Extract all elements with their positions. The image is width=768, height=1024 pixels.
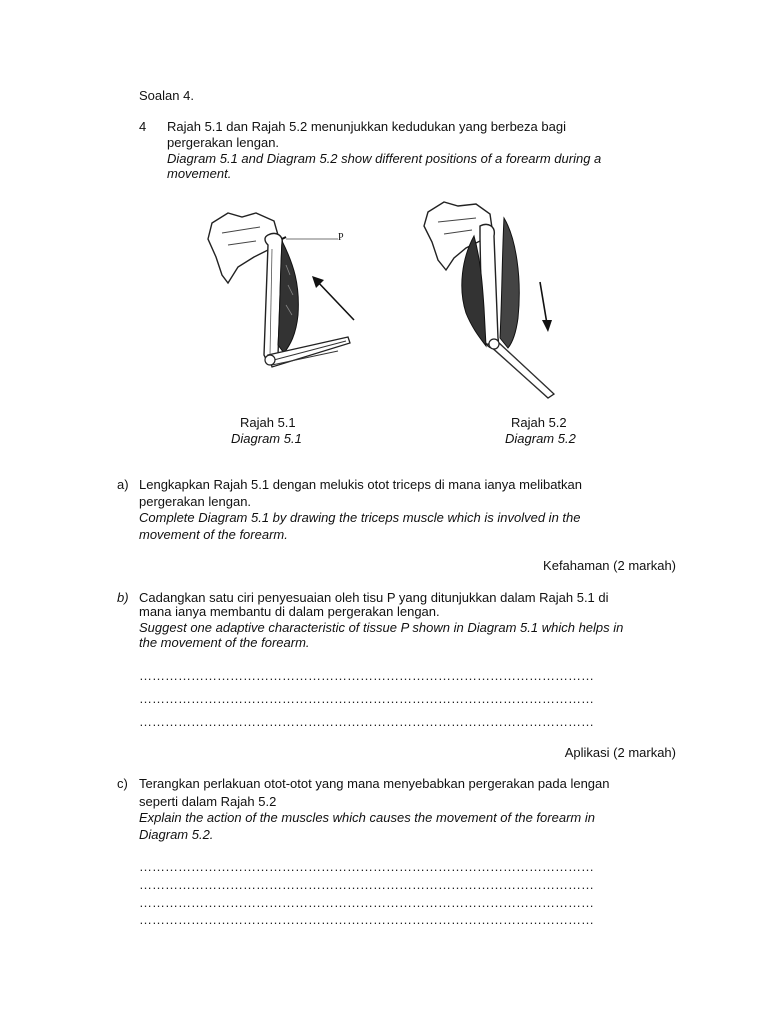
question-a-label: a) <box>117 477 129 492</box>
question-a-english-line1: Complete Diagram 5.1 by drawing the triceps muscle which is involved in the <box>139 510 581 525</box>
question-c-answer-line[interactable]: …………………………………………………………………………………………… <box>139 912 594 927</box>
arrow-down-icon <box>536 280 556 334</box>
question-c-label: c) <box>117 776 128 791</box>
label-p-line <box>286 234 346 244</box>
question-c-answer-line[interactable]: …………………………………………………………………………………………… <box>139 895 594 910</box>
intro-malay-line1: Rajah 5.1 dan Rajah 5.2 menunjukkan kedudukan yang berbeza bagi <box>167 119 566 134</box>
intro-english-line2: movement. <box>167 166 232 181</box>
question-b-english-line2: the movement of the forearm. <box>139 635 310 650</box>
question-a-english-line2: movement of the forearm. <box>139 527 288 542</box>
question-b-label: b) <box>117 590 129 605</box>
question-b-answer-line[interactable]: …………………………………………………………………………………………… <box>139 691 594 706</box>
question-b-marks: Aplikasi (2 markah) <box>564 745 676 760</box>
question-b-malay-line2: mana ianya membantu di dalam pergerakan lengan. <box>139 604 440 619</box>
question-c-malay-line2: seperti dalam Rajah 5.2 <box>139 794 277 809</box>
label-p: P <box>338 232 344 243</box>
intro-english-line1: Diagram 5.1 and Diagram 5.2 show different positions of a forearm during a <box>167 151 602 166</box>
question-number: 4 <box>139 119 147 134</box>
intro-malay-line2: pergerakan lengan. <box>167 135 280 150</box>
question-a-malay-line2: pergerakan lengan. <box>139 494 252 509</box>
question-c-malay-line1: Terangkan perlakuan otot-otot yang mana menyebabkan pergerakan pada lengan <box>139 776 610 791</box>
question-b-answer-line[interactable]: …………………………………………………………………………………………… <box>139 714 594 729</box>
fig2-caption-english: Diagram 5.2 <box>505 431 576 446</box>
arrow-up-icon <box>308 272 358 324</box>
fig1-caption-english: Diagram 5.1 <box>231 431 302 446</box>
question-title: Soalan 4. <box>139 88 194 103</box>
fig1-caption-malay: Rajah 5.1 <box>240 415 296 430</box>
question-b-english-line1: Suggest one adaptive characteristic of tissue P shown in Diagram 5.1 which helps in <box>139 620 624 635</box>
question-b-answer-line[interactable]: …………………………………………………………………………………………… <box>139 668 594 683</box>
fig2-caption-malay: Rajah 5.2 <box>511 415 567 430</box>
question-a-marks: Kefahaman (2 markah) <box>543 558 676 573</box>
question-c-answer-line[interactable]: …………………………………………………………………………………………… <box>139 859 594 874</box>
question-c-answer-line[interactable]: …………………………………………………………………………………………… <box>139 877 594 892</box>
question-c-english-line2: Diagram 5.2. <box>139 827 214 842</box>
question-c-english-line1: Explain the action of the muscles which causes the movement of the forearm in <box>139 810 595 825</box>
question-b-malay-line1: Cadangkan satu ciri penyesuaian oleh tisu P yang ditunjukkan dalam Rajah 5.1 di <box>139 590 609 605</box>
question-a-malay-line1: Lengkapkan Rajah 5.1 dengan melukis otot triceps di mana ianya melibatkan <box>139 477 582 492</box>
